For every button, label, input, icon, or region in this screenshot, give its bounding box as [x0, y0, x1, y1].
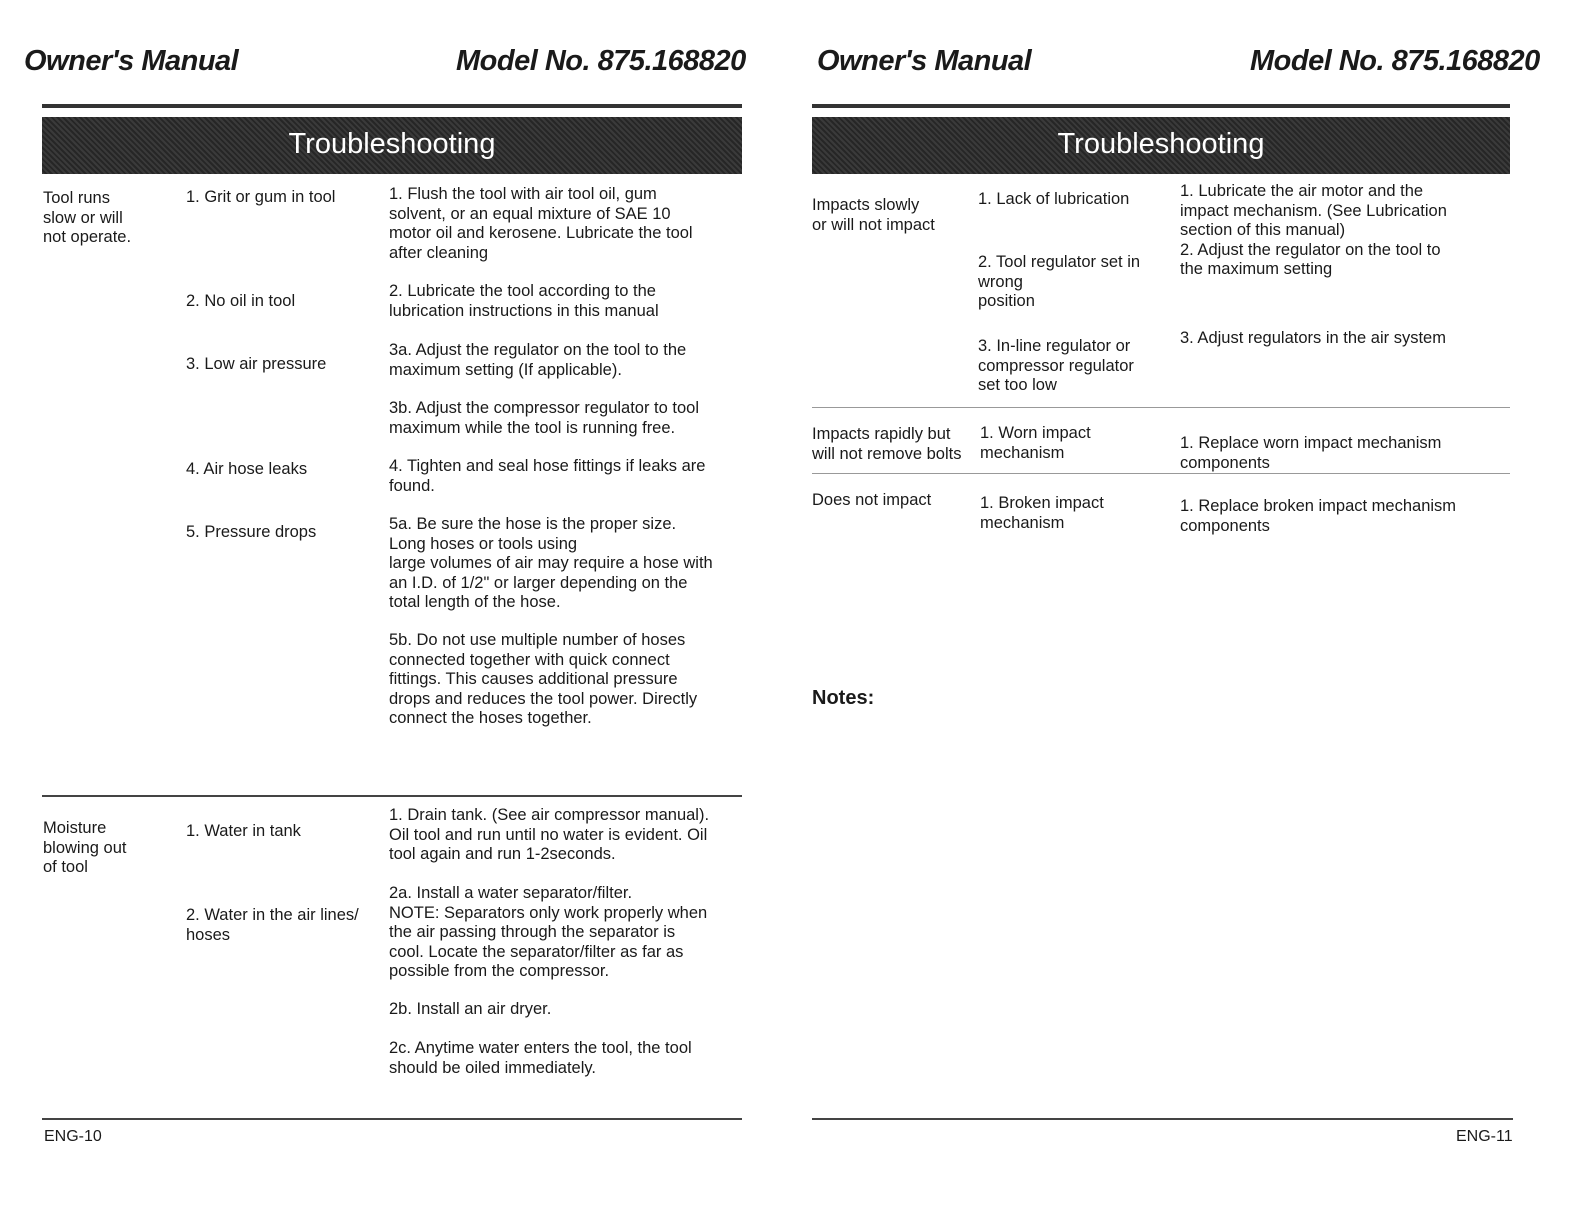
cause-no-oil: 2. No oil in tool — [186, 292, 296, 310]
cause-tool-regulator: 2. Tool regulator set in wrong position — [978, 253, 1141, 310]
problem-moisture: Moisture blowing out of tool — [43, 819, 127, 876]
section-banner: Troubleshooting — [812, 117, 1510, 174]
model-number: Model No. 875.168820 — [456, 45, 746, 77]
header-rule — [812, 104, 1510, 108]
cause-broken-impact: 1. Broken impact mechanism — [980, 494, 1104, 532]
cause-grit: 1. Grit or gum in tool — [186, 188, 336, 206]
cause-hose-leaks: 4. Air hose leaks — [186, 460, 308, 478]
solution-2a: 2a. Install a water separator/filter. NOTE: Separators only work properly when the air passing through the separator is cool. Locate the separator/filter as far as possible from the compressor. — [389, 884, 708, 980]
solution-2c: 2c. Anytime water enters the tool, the tool should be oiled immediately. — [389, 1039, 692, 1077]
right-page — [792, 0, 1584, 1224]
problem-impacts-rapidly: Impacts rapidly but will not remove bolts — [812, 425, 962, 463]
model-number: Model No. 875.168820 — [1250, 45, 1540, 77]
solution-lubricate-motor: 1. Lubricate the air motor and the impact mechanism. (See Lubrication section of this manual) 2. Adjust the regulator on the tool to the maximum setting — [1180, 182, 1447, 278]
solution-replace-broken: 1. Replace broken impact mechanism components — [1180, 497, 1457, 535]
cause-pressure-drops: 5. Pressure drops — [186, 523, 317, 541]
cause-low-pressure: 3. Low air pressure — [186, 355, 327, 373]
solution-3a: 3a. Adjust the regulator on the tool to the maximum setting (If applicable). — [389, 341, 687, 379]
solution-5a: 5a. Be sure the hose is the proper size. Long hoses or tools using large volumes of air may require a hose with an I.D. of 1/2" or larger depending on the total length of the hose. — [389, 515, 713, 611]
section-banner: Troubleshooting — [42, 117, 742, 174]
cause-water-tank: 1. Water in tank — [186, 822, 301, 840]
solution-3b: 3b. Adjust the compressor regulator to tool maximum while the tool is running free. — [389, 399, 700, 437]
footer-rule — [812, 1118, 1513, 1120]
row-divider — [812, 473, 1510, 474]
solution-adjust-regulators: 3. Adjust regulators in the air system — [1180, 329, 1446, 347]
group-divider — [42, 795, 742, 797]
manual-title: Owner's Manual — [24, 45, 239, 77]
manual-title: Owner's Manual — [817, 45, 1032, 77]
page-number: ENG-10 — [44, 1128, 102, 1145]
solution-2b: 2b. Install an air dryer. — [389, 1000, 552, 1018]
cause-inline-regulator: 3. In-line regulator or compressor regulator set too low — [978, 337, 1134, 394]
row-divider — [812, 407, 1510, 408]
solution-lubricate: 2. Lubricate the tool according to the lubrication instructions in this manual — [389, 282, 659, 320]
notes-label: Notes: — [812, 687, 875, 709]
header-rule — [42, 104, 742, 108]
footer-rule — [42, 1118, 742, 1120]
cause-lack-lubrication: 1. Lack of lubrication — [978, 190, 1130, 208]
cause-worn-impact: 1. Worn impact mechanism — [980, 424, 1091, 462]
solution-flush: 1. Flush the tool with air tool oil, gum solvent, or an equal mixture of SAE 10 motor oil and kerosene. Lubricate the tool after cleaning — [389, 185, 693, 262]
problem-does-not-impact: Does not impact — [812, 491, 932, 509]
page-number: ENG-11 — [1456, 1128, 1513, 1145]
problem-impacts-slowly: Impacts slowly or will not impact — [812, 196, 935, 234]
solution-5b: 5b. Do not use multiple number of hoses connected together with quick connect fittings. This causes additional pressure drops and reduces the tool power. Directly connect the hoses together. — [389, 631, 698, 727]
problem-tool-runs-slow: Tool runs slow or will not operate. — [43, 189, 132, 246]
solution-tighten: 4. Tighten and seal hose fittings if leaks are found. — [389, 457, 706, 495]
solution-replace-worn: 1. Replace worn impact mechanism components — [1180, 434, 1442, 472]
cause-water-lines: 2. Water in the air lines/ hoses — [186, 906, 359, 944]
solution-drain-tank: 1. Drain tank. (See air compressor manual). Oil tool and run until no water is evident. Oil tool again and run 1-2seconds. — [389, 806, 710, 863]
